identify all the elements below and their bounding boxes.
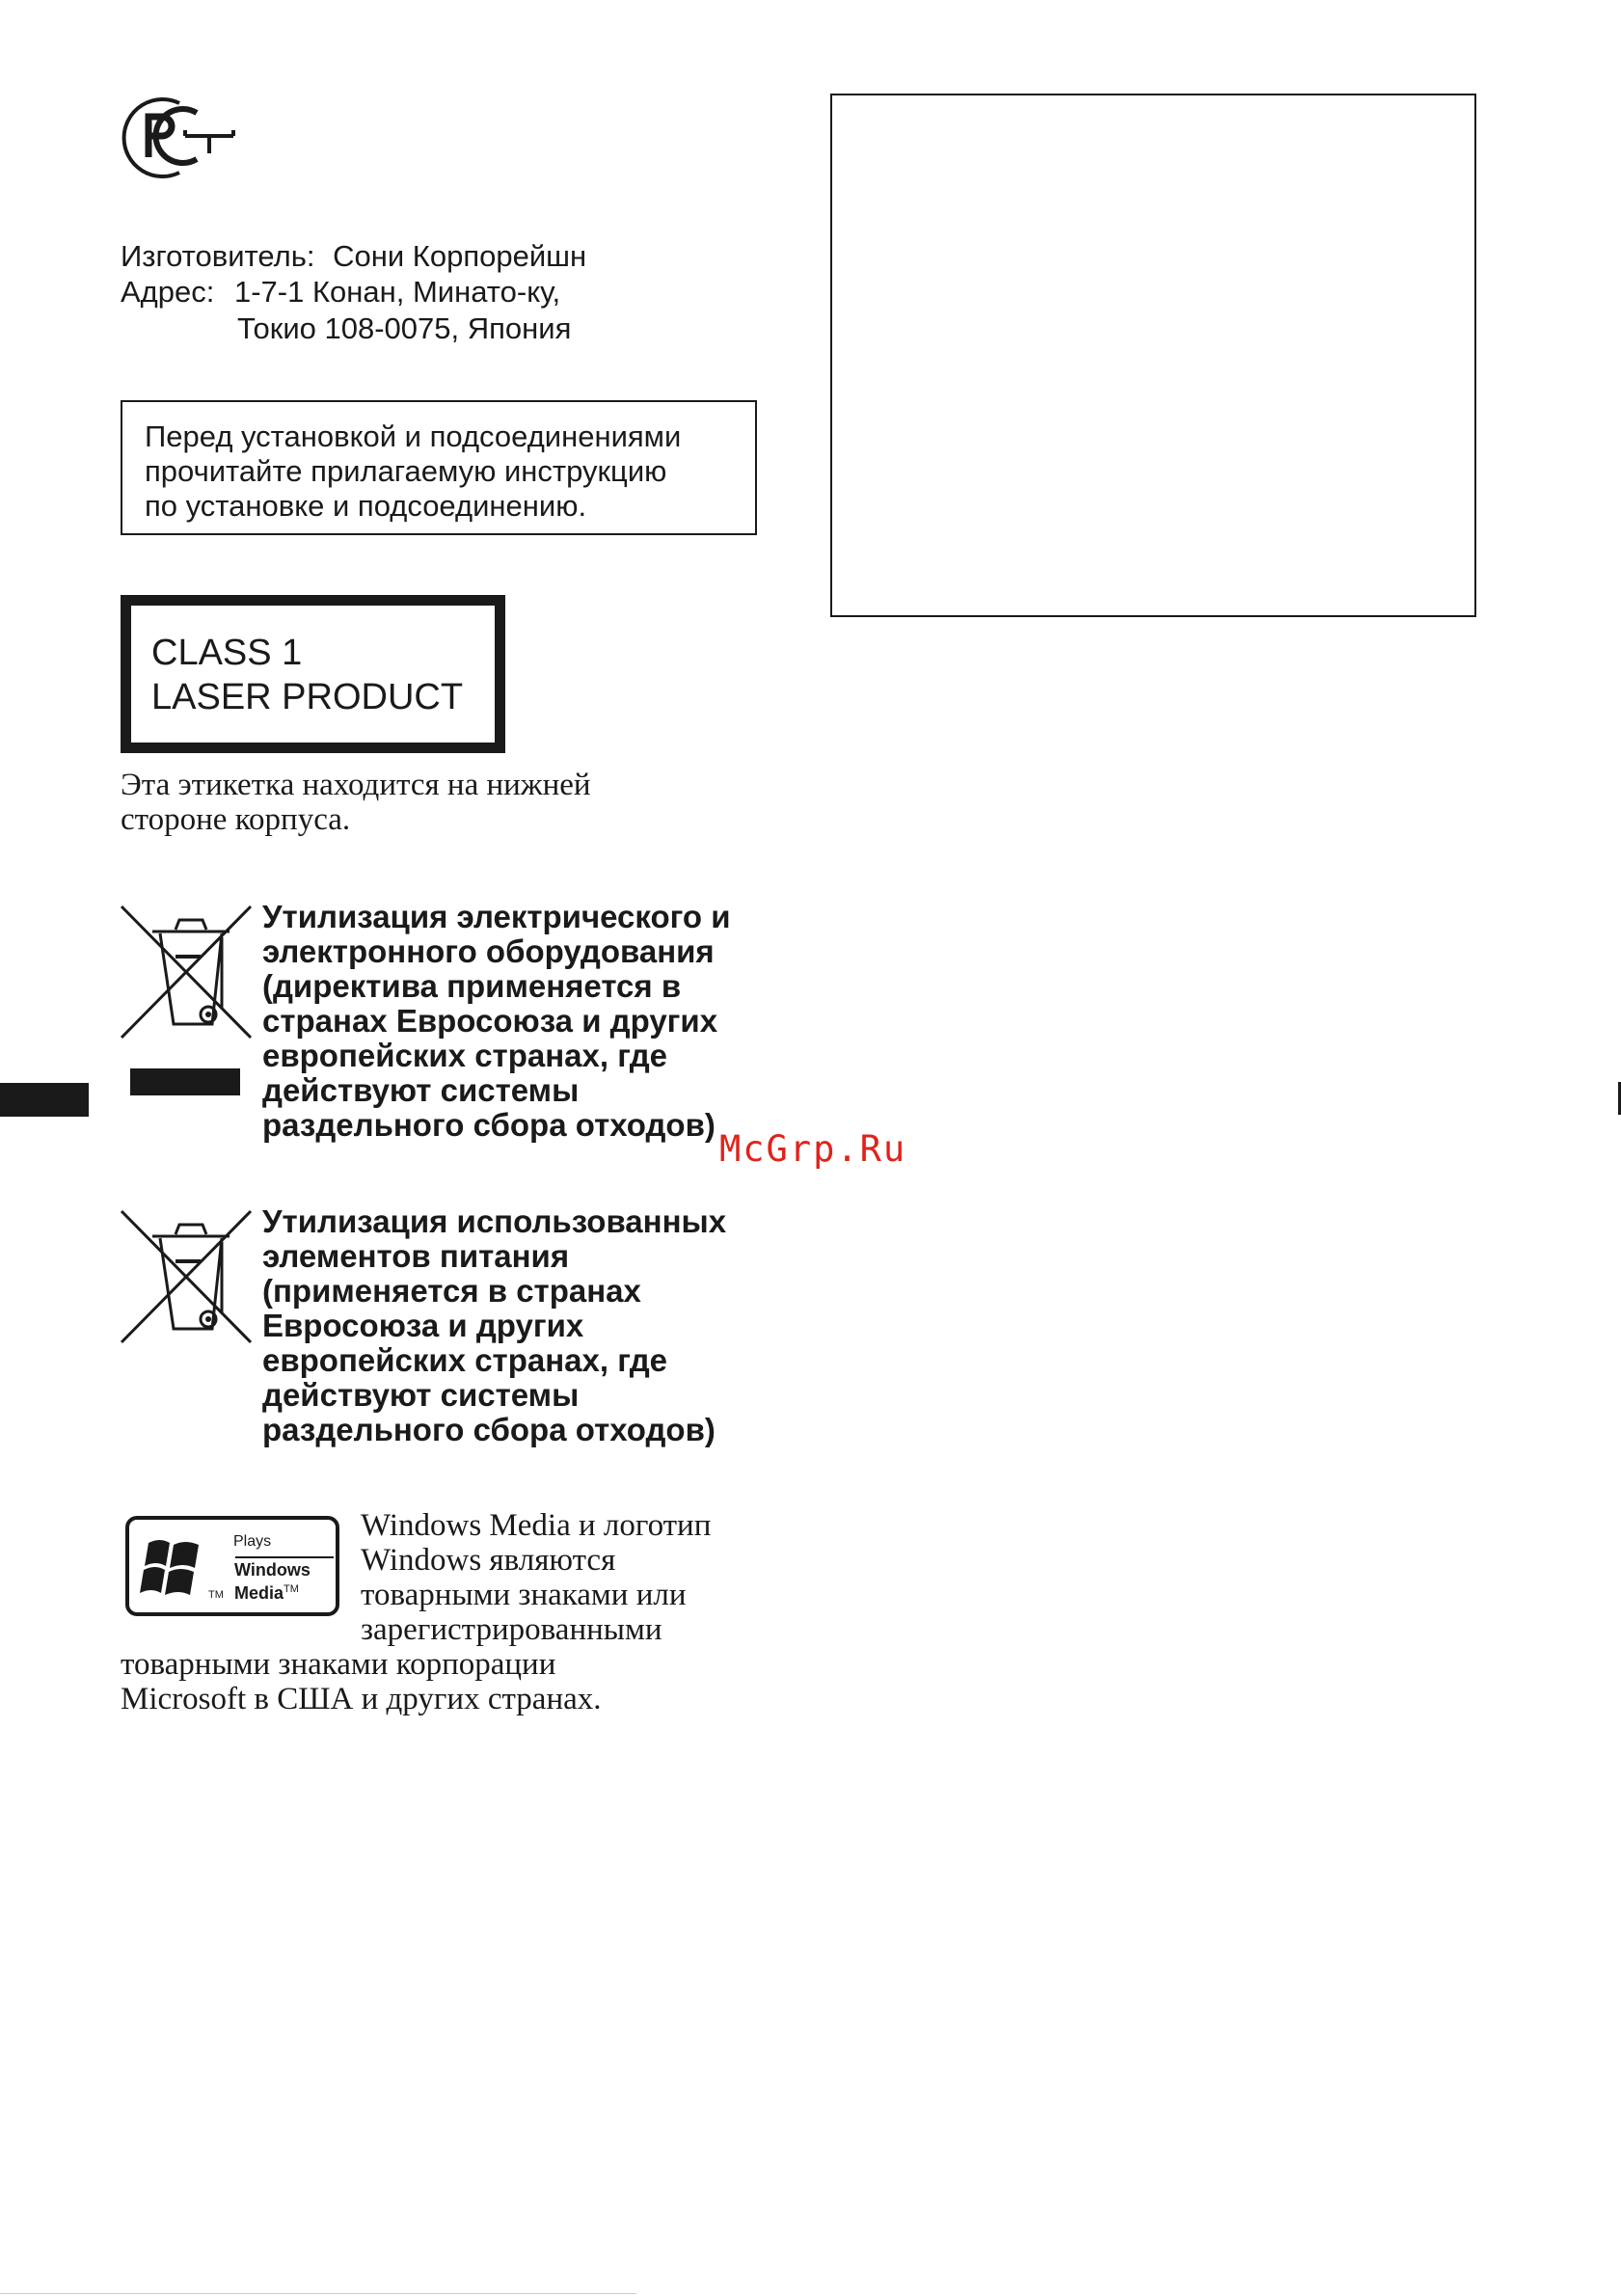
windows-flag-icon xyxy=(139,1533,206,1603)
batteries-line: Евросоюза и других xyxy=(262,1308,584,1343)
manufacturer-label: Изготовитель: xyxy=(121,239,315,273)
trademark-line: Windows Media и логотип xyxy=(361,1508,712,1543)
notice-line: Перед установкой и подсоединениями xyxy=(145,419,682,453)
batteries-line: (применяется в странах xyxy=(262,1273,641,1309)
logo-tm-mark: TM xyxy=(284,1583,299,1595)
manufacturer-line xyxy=(121,238,586,274)
plays-windows-media-logo xyxy=(125,1516,339,1616)
weee-line: европейских странах, где xyxy=(262,1038,667,1073)
crossed-out-wheelie-bin-icon xyxy=(120,905,253,1041)
footer-rule xyxy=(0,2293,636,2294)
laser-label-line: LASER PRODUCT xyxy=(151,677,464,717)
batteries-line: европейских странах, где xyxy=(262,1342,667,1378)
weee-line: странах Евросоюза и других xyxy=(262,1003,718,1039)
batteries-heading xyxy=(262,1204,726,1447)
trademark-line: товарными знаками или xyxy=(361,1578,687,1612)
manufacturer-value: Сони Корпорейшн xyxy=(333,239,587,273)
logo-flag-tm-mark: TM xyxy=(208,1589,224,1601)
trademark-line: зарегистрированными xyxy=(361,1612,662,1647)
address-line-2: Токио 108-0075, Япония xyxy=(237,311,572,345)
notice-line: прочитайте прилагаемую инструкцию xyxy=(145,454,667,488)
logo-plays-text: Plays xyxy=(233,1533,272,1550)
weee-line: действуют системы xyxy=(262,1072,580,1108)
address-line-1: 1-7-1 Конан, Минато-ку, xyxy=(233,275,561,309)
label-location-line: Эта этикетка находится на нижней xyxy=(121,768,591,802)
logo-divider xyxy=(235,1556,334,1558)
weee-line: Утилизация электрического и xyxy=(262,899,731,934)
blank-frame xyxy=(830,94,1476,617)
watermark: McGrp.Ru xyxy=(719,1128,907,1170)
black-bar-marker xyxy=(130,1068,240,1095)
weee-line: раздельного сбора отходов) xyxy=(262,1107,716,1143)
laser-label-line: CLASS 1 xyxy=(151,633,303,673)
weee-line: электронного оборудования xyxy=(262,933,715,969)
trademark-line: Microsoft в США и других странах. xyxy=(121,1682,602,1716)
trademark-line: Windows являются xyxy=(361,1543,616,1578)
crossed-out-battery-bin-icon xyxy=(120,1209,253,1346)
label-location-line: стороне корпуса. xyxy=(121,802,351,837)
gost-certification-mark-icon xyxy=(120,92,235,180)
batteries-line: Утилизация использованных xyxy=(262,1203,727,1239)
address-line xyxy=(121,274,560,310)
logo-media-text xyxy=(234,1580,299,1603)
class-1-laser-label xyxy=(121,595,505,753)
logo-windows-text: Windows xyxy=(234,1560,311,1580)
logo-media-word: Media xyxy=(234,1583,284,1603)
batteries-line: раздельного сбора отходов) xyxy=(262,1412,716,1447)
batteries-line: действуют системы xyxy=(262,1377,580,1413)
address-label: Адрес: xyxy=(121,275,215,309)
notice-line: по установке и подсоединению. xyxy=(145,489,587,523)
trademark-line: товарными знаками корпорации xyxy=(121,1647,556,1682)
batteries-line: элементов питания xyxy=(262,1238,570,1274)
language-side-tab xyxy=(0,1083,89,1117)
weee-heading xyxy=(262,900,731,1143)
weee-line: (директива применяется в xyxy=(262,968,682,1004)
installation-notice-box xyxy=(121,400,757,535)
